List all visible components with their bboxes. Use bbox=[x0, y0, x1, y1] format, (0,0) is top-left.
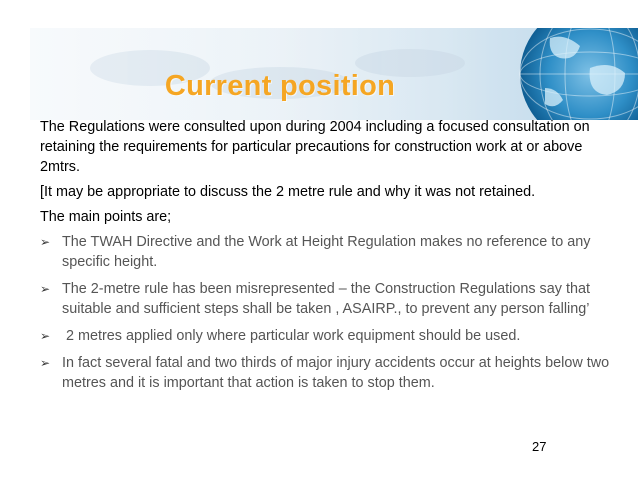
list-item bbox=[40, 279, 615, 319]
bullet-text: The TWAH Directive and the Work at Height Regulation makes no reference to any specific height. bbox=[62, 234, 591, 270]
paragraph-discussion: [It may be appropriate to discuss the 2 metre rule and why it was not retained. bbox=[40, 184, 536, 200]
paragraph-main-points: The main points are; bbox=[40, 209, 172, 225]
arrow-bullet-icon: ➢ bbox=[40, 356, 51, 370]
page-number: 27 bbox=[532, 439, 547, 454]
arrow-bullet-icon: ➢ bbox=[40, 329, 51, 343]
arrow-bullet-icon: ➢ bbox=[40, 282, 51, 296]
bullet-list bbox=[40, 232, 615, 393]
arrow-bullet-icon: ➢ bbox=[40, 235, 51, 249]
list-item bbox=[40, 326, 615, 346]
bullet-text: 2 metres applied only where particular work equipment should be used. bbox=[62, 328, 521, 344]
paragraph-consultation: The Regulations were consulted upon during 2004 including a focused consultation on retaining the requirements for particular precautions for construction work at or above 2mtrs. bbox=[40, 119, 590, 175]
slide-content bbox=[40, 117, 615, 400]
slide-title: Current position bbox=[164, 70, 396, 102]
bullet-text: In fact several fatal and two thirds of major injury accidents occur at heights below two metres and it is important that action is taken to stop them. bbox=[62, 355, 610, 391]
list-item bbox=[40, 353, 615, 393]
bullet-text: The 2-metre rule has been misrepresented – the Construction Regulations say that suitable and sufficient steps shall be taken , ASAIRP., to prevent any person falling’ bbox=[62, 281, 590, 317]
list-item bbox=[40, 232, 615, 272]
